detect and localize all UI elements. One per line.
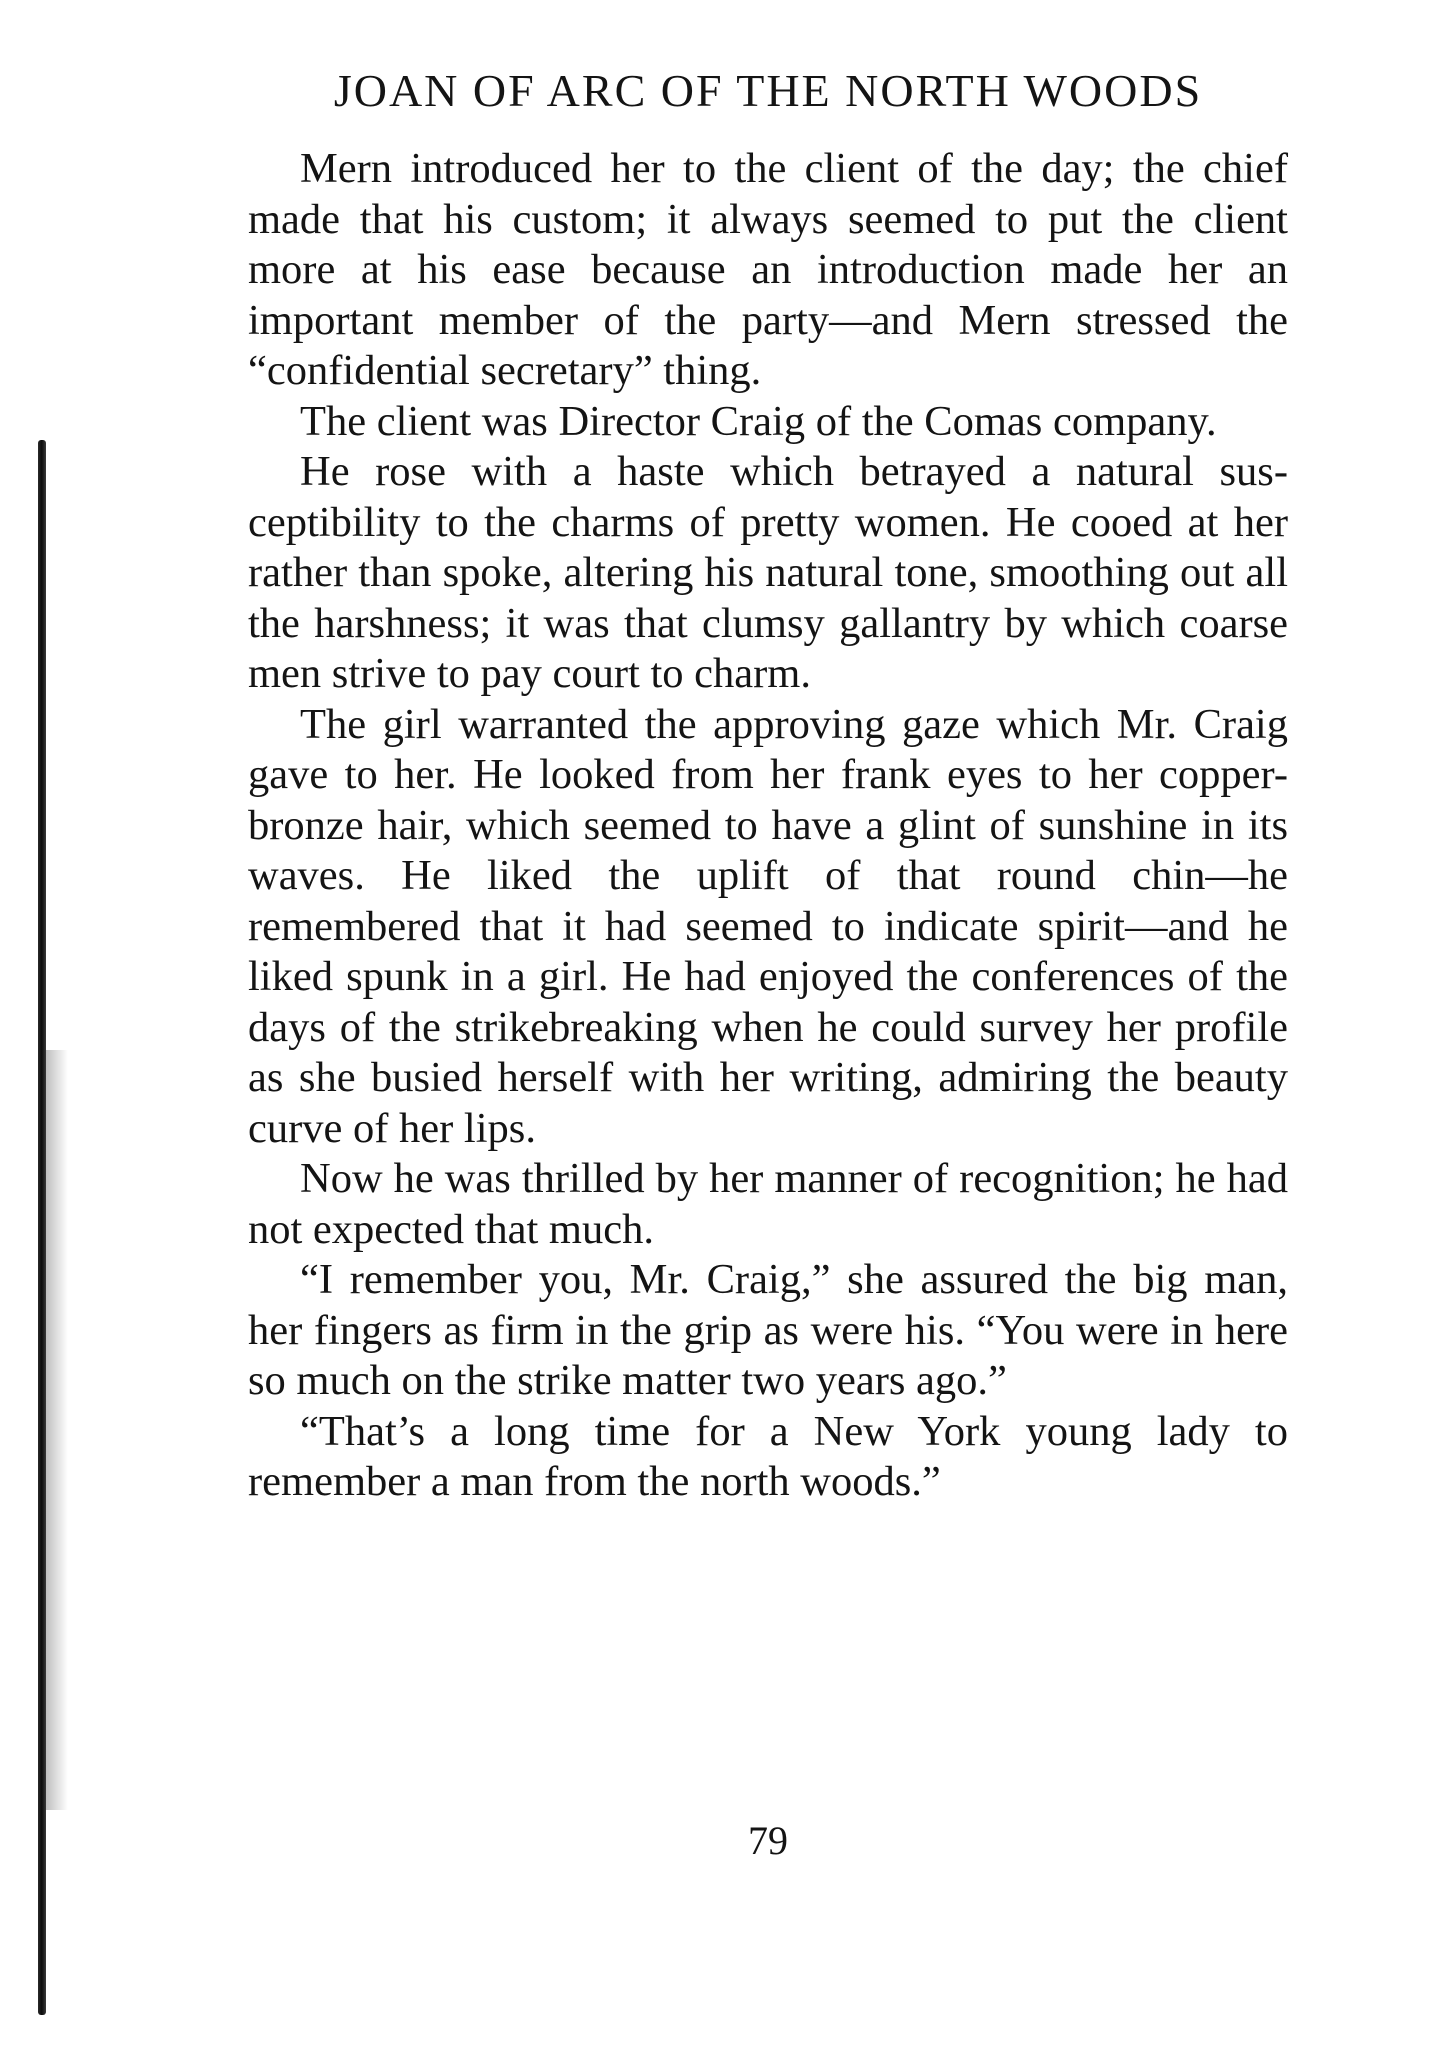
- body-text: [248, 144, 1288, 1508]
- paragraph-4: The girl warranted the approving gaze which Mr. Craig gave to her. He looked from her frank eyes to her copper-bronze hair, which seemed to have a glint of sunshine in its waves. He liked the uplift of that round chin—he remembered that it had seemed to indicate spirit—and he liked spunk in a girl. He had enjoyed the conferences of the days of the strikebreaking when he could survey her profile as she busied herself with her writing, admiring the beauty curve of her lips.: [248, 700, 1288, 1152]
- gutter-shadow: [46, 1050, 68, 1810]
- paragraph-5: Now he was thrilled by her manner of recognition; he had not expected that much.: [248, 1155, 1288, 1253]
- paragraph-7: “That’s a long time for a New York young lady to remember a man from the north woods.”: [248, 1407, 1288, 1505]
- book-spine-shadow: [38, 440, 46, 2015]
- page-number: 79: [748, 1818, 788, 1863]
- paragraph-6: “I remember you, Mr. Craig,” she assured the big man, her fingers as firm in the grip as were his. “You were in here so much on the strike matter two years ago.”: [248, 1256, 1288, 1404]
- running-head: JOAN OF ARC OF THE NORTH WOODS: [333, 65, 1203, 116]
- book-page: [248, 56, 1288, 1863]
- paragraph-3: He rose with a haste which betrayed a natural susceptibility to the charms of pretty women. He cooed at her rather than spoke, altering his natural tone, smoothing out all the harshness; it was that clumsy gallantry by which coarse men strive to pay court to charm.: [248, 448, 1288, 697]
- paragraph-2: The client was Director Craig of the Comas company.: [300, 397, 1217, 445]
- paragraph-1: Mern introduced her to the client of the day; the chief made that his custom; it always seemed to put the client more at his ease because an introduction made her an important member of the party—and Mern stressed the “confidential secretary” thing.: [248, 145, 1288, 394]
